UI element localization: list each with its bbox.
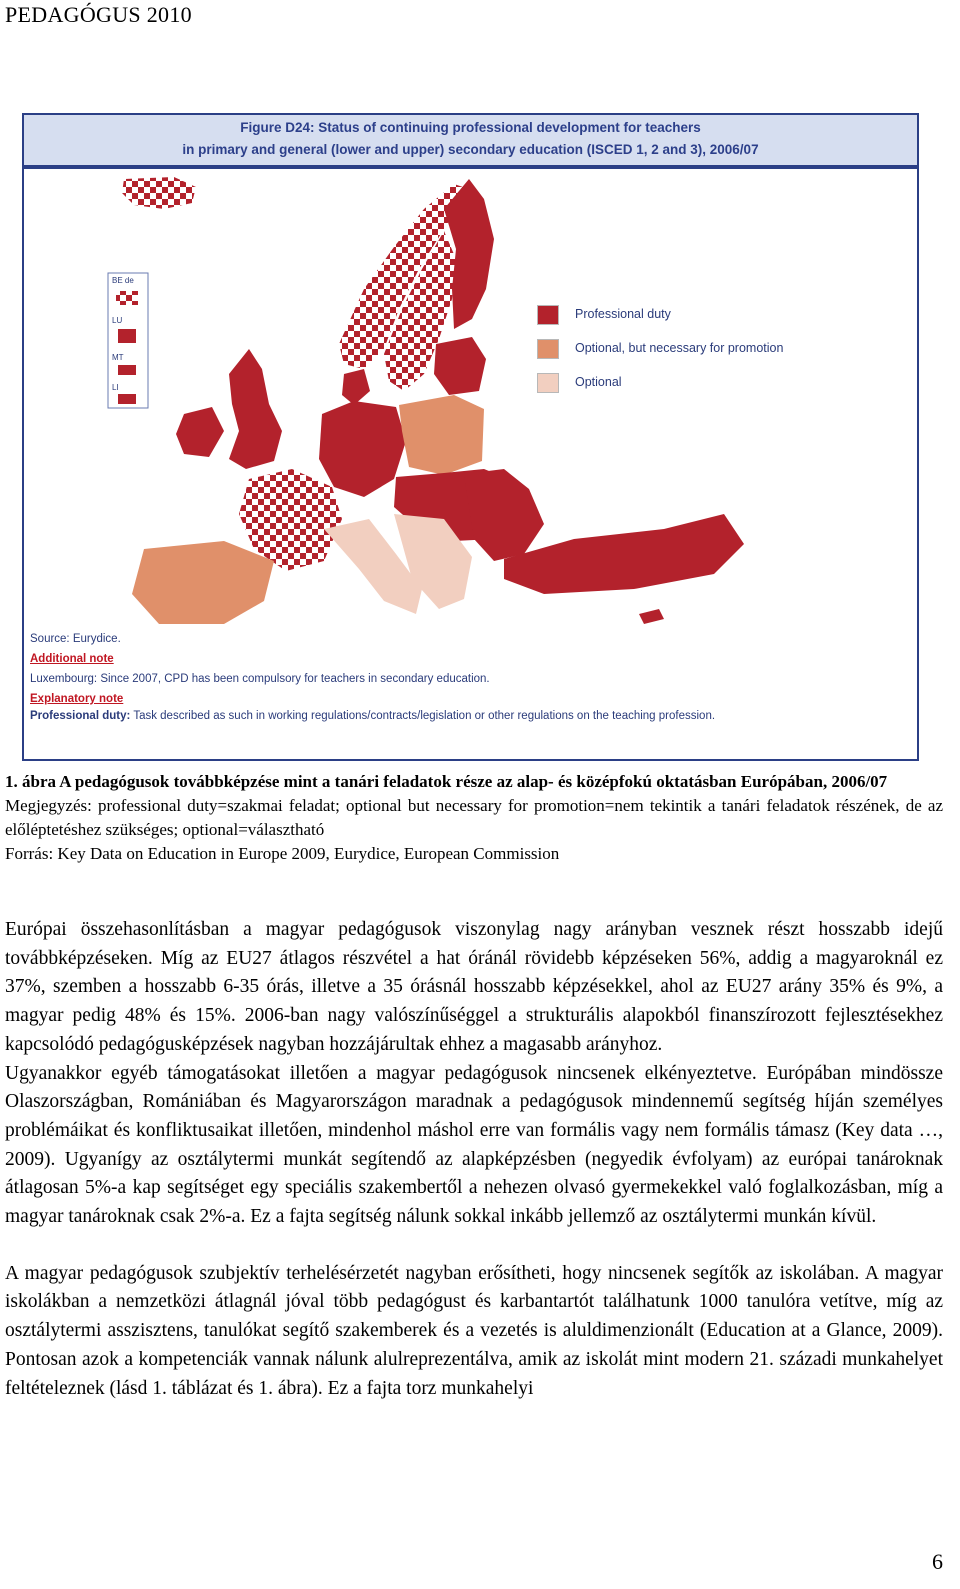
- legend-swatch-optional-promotion: [537, 339, 559, 359]
- legend-label-optional: Optional: [575, 375, 622, 389]
- additional-note-heading: Additional note: [30, 653, 114, 665]
- legend-item-professional-duty: [537, 305, 857, 327]
- legend-swatch-optional: [537, 373, 559, 393]
- body-paragraph-3: A magyar pedagógusok szubjektív terhelésérzetét nagyban erősítheti, hogy nincsenek segítők az iskolában. A magyar iskolákban a nemzetközi átlagnál jóval több pedagógust és karbantartót találhatunk 1000 tanulóra vetítve, míg az osztálytermi asszisztens, tanulókat segítő szakemberek és a vezetés is aluldimenzionált (Education at a Glance, 2009). Pontosan azok a kompetenciák vannak nálunk alulreprezentálva, amik az iskolát mint modern 21. századi munkahelyet feltételeznek (lásd 1. táblázat és 1. ábra). Ez a fajta torz munkahelyi: [5, 1262, 943, 1399]
- legend-item-optional-promotion: [537, 339, 857, 361]
- inset-label-lu: LU: [112, 316, 123, 325]
- legend-label-optional-promotion: Optional, but necessary for promotion: [575, 341, 784, 355]
- body-paragraph-1: Európai összehasonlításban a magyar pedagógusok viszonylag nagy arányban vesznek részt hosszabb idejű továbbképzéseken. Míg az EU27 átlagos részvétel a hat óránál rövidebb képzéseken 56%, addig a magyaroknál ez 37%, szemben a hosszabb 6-35 órás, illetve a 35 órásnál hosszabb képzésekkel, ahol az EU27 arány 35% és 9%, a magyar pedig 48% és 15%. 2006-ban nagy valószínűséggel a strukturális alapokból finanszírozott fejlesztésekhez kapcsolódó pedagógusképzések nagyban hozzájárultak ehhez a magasabb arányhoz.: [5, 919, 943, 1055]
- legend-item-optional: [537, 373, 857, 395]
- figure-title-line1: Figure D24: Status of continuing professional development for teachers: [240, 120, 701, 135]
- explanatory-note-heading: Explanatory note: [30, 693, 124, 705]
- explanatory-note-text: Task described as such in working regulations/contracts/legislation or other regulations on the teaching profession.: [130, 710, 716, 722]
- europe-map: [24, 169, 917, 624]
- page-number: 6: [932, 1549, 943, 1574]
- page-header: PEDAGÓGUS 2010: [5, 2, 192, 27]
- legend-label-professional-duty: Professional duty: [575, 307, 671, 321]
- inset-label-mt: MT: [112, 353, 124, 362]
- figure-title-line2: in primary and general (lower and upper) secondary education (ISCED 1, 2 and 3), 2006/07: [182, 142, 759, 157]
- figure-notes: [30, 629, 910, 724]
- explanatory-note-term: Professional duty:: [30, 710, 131, 722]
- caption-title: 1. ábra A pedagógusok továbbképzése mint a tanári feladatok része az alap- és középfokú oktatásban Európában, 2006/07: [5, 772, 888, 791]
- additional-note-text: Luxembourg: Since 2007, CPD has been compulsory for teachers in secondary education.: [30, 673, 490, 685]
- body-paragraph-2: Ugyanakkor egyéb támogatásokat illetően a magyar pedagógusok nincsenek elkényeztetve. Európában mindössze Olaszországban, Romániában és Magyarországon maradnak a pedagógusok mindennemű segítség híján személyes problémáikat és konfliktusaikat illetően, mindenhol máshol erre van formális vagy nem formális támasz (Key data …, 2009). Ugyanígy az osztálytermi munkát segítendő az alapképzésben (negyedik évfolyam) az európai tanároknak átlagosan 5%-a kap segítséget egy speciális szakembertől a nehezen olvasó gyermekekkel való foglalkozásban, míg a magyar tanároknak csak 2%-a. Ez a fajta segítség nálunk sokkal inkább jellemző az osztálytermi munkán kívül.: [5, 1062, 943, 1228]
- body-text: [5, 916, 943, 1403]
- caption-source: Forrás: Key Data on Education in Europe 2009, Eurydice, European Commission: [5, 844, 560, 863]
- region-poland: [399, 395, 484, 475]
- inset-label-li: LI: [112, 383, 119, 392]
- caption-note: Megjegyzés: professional duty=szakmai feladat; optional but necessary for promotion=nem tekintik a tanári feladatok részének, de az előléptetéshez szükséges; optional=választható: [5, 796, 943, 839]
- legend-swatch-professional-duty: [537, 305, 559, 325]
- figure-caption: [5, 770, 943, 866]
- figure-map: [22, 113, 919, 761]
- source-label: Source: Eurydice.: [30, 633, 121, 645]
- inset-label-be-de: BE de: [112, 276, 134, 285]
- figure-title-bar: [24, 115, 917, 165]
- explanatory-note: [30, 709, 910, 724]
